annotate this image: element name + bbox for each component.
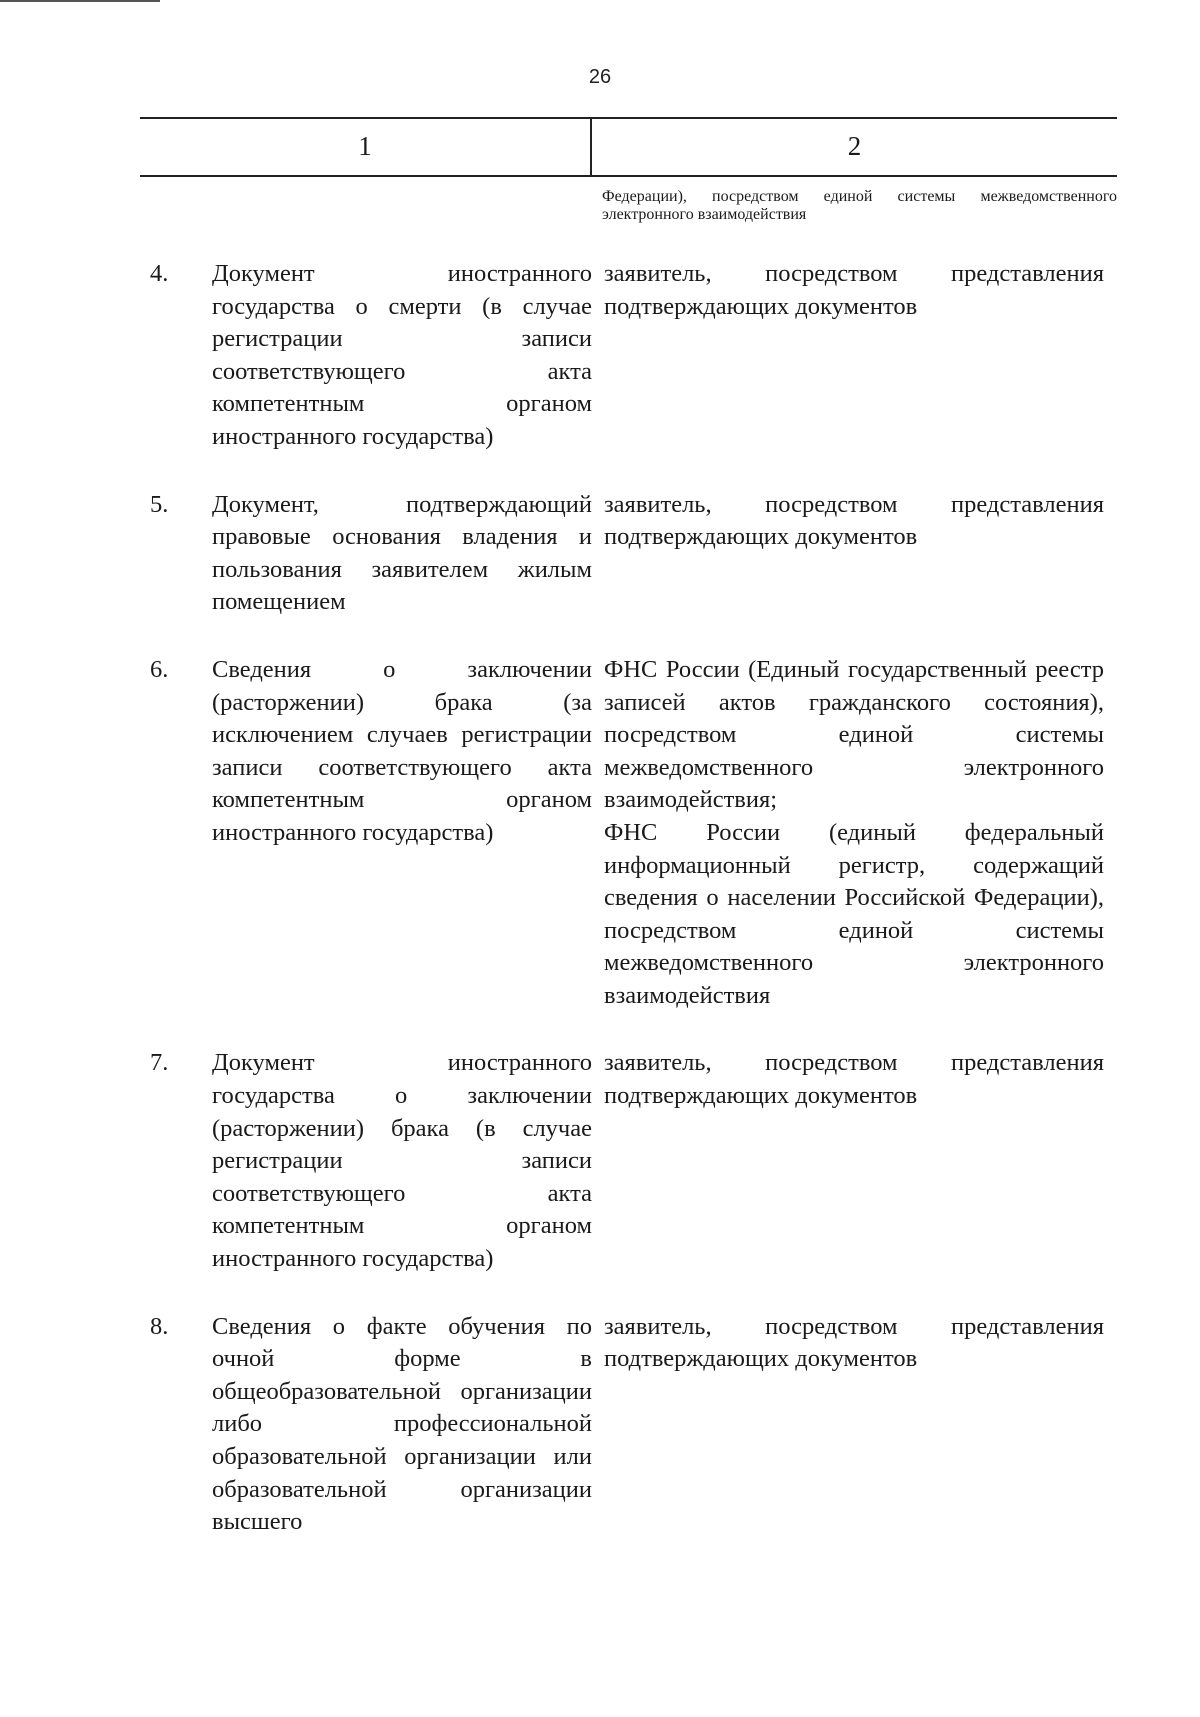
continuation-row: [592, 188, 1117, 224]
document-name: Документ иностранного государства о заключении (расторжении) брака (в случае регистрации записи соответствующего акта компетентным органом иностранного государства): [212, 1049, 592, 1273]
header-column-2: 2: [847, 131, 862, 161]
document-name: Документ, подтверждающий правовые основания владения и пользования заявителем жилым помещением: [212, 490, 592, 616]
row-number: 4.: [150, 260, 169, 287]
table-body: [0, 188, 1200, 1539]
continuation-source: Федерации), посредством единой системы межведомственного электронного взаимодействия: [602, 188, 1117, 223]
row-number: 7.: [150, 1049, 169, 1077]
document-name: Сведения о заключении (расторжении) брака (за исключением случаев регистрации записи соответствующего акта компетентным органом иностранного государства): [212, 655, 592, 846]
document-name: Документ иностранного государства о смерти (в случае регистрации записи соответствующего акта компетентным органом иностранного государства): [212, 260, 592, 450]
source-text: заявитель, посредством представления подтверждающих документов: [604, 1312, 1104, 1373]
source-text: заявитель, посредством представления подтверждающих документов: [604, 1049, 1104, 1110]
row-number: 6.: [150, 655, 169, 683]
table-row: [0, 654, 1200, 1013]
row-number: 5.: [150, 490, 169, 518]
table-header: [140, 117, 1117, 177]
document-name: Сведения о факте обучения по очной форме в общеобразовательной организации либо профессиональной образовательной организации или образовательной организации высшего: [212, 1312, 592, 1536]
source-text: заявитель, посредством представления подтверждающих документов: [604, 260, 1104, 320]
document-source: [604, 258, 1104, 454]
table-row: [0, 1311, 1200, 1539]
page-number: 26: [588, 66, 612, 88]
table-row: [0, 258, 1200, 454]
scan-artifact: [0, 0, 160, 6]
row-number: 8.: [150, 1312, 169, 1340]
source-text: ФНС России (единый федеральный информационный регистр, содержащий сведения о населении Российской Федерации), посредством единой системы межведомственного электронного взаимодействия: [604, 818, 1104, 1009]
header-column-1: 1: [358, 131, 372, 161]
table-row: [0, 1047, 1200, 1275]
source-text: заявитель, посредством представления подтверждающих документов: [604, 490, 1104, 551]
document-source: [604, 654, 1104, 1013]
document-source: [604, 1047, 1104, 1275]
table-row: [0, 489, 1200, 619]
document-source: [604, 1311, 1104, 1539]
document-source: [604, 489, 1104, 619]
source-text: ФНС России (Единый государственный реестр записей актов гражданского состояния), посредством единой системы межведомственного электронного взаимодействия;: [604, 655, 1104, 814]
